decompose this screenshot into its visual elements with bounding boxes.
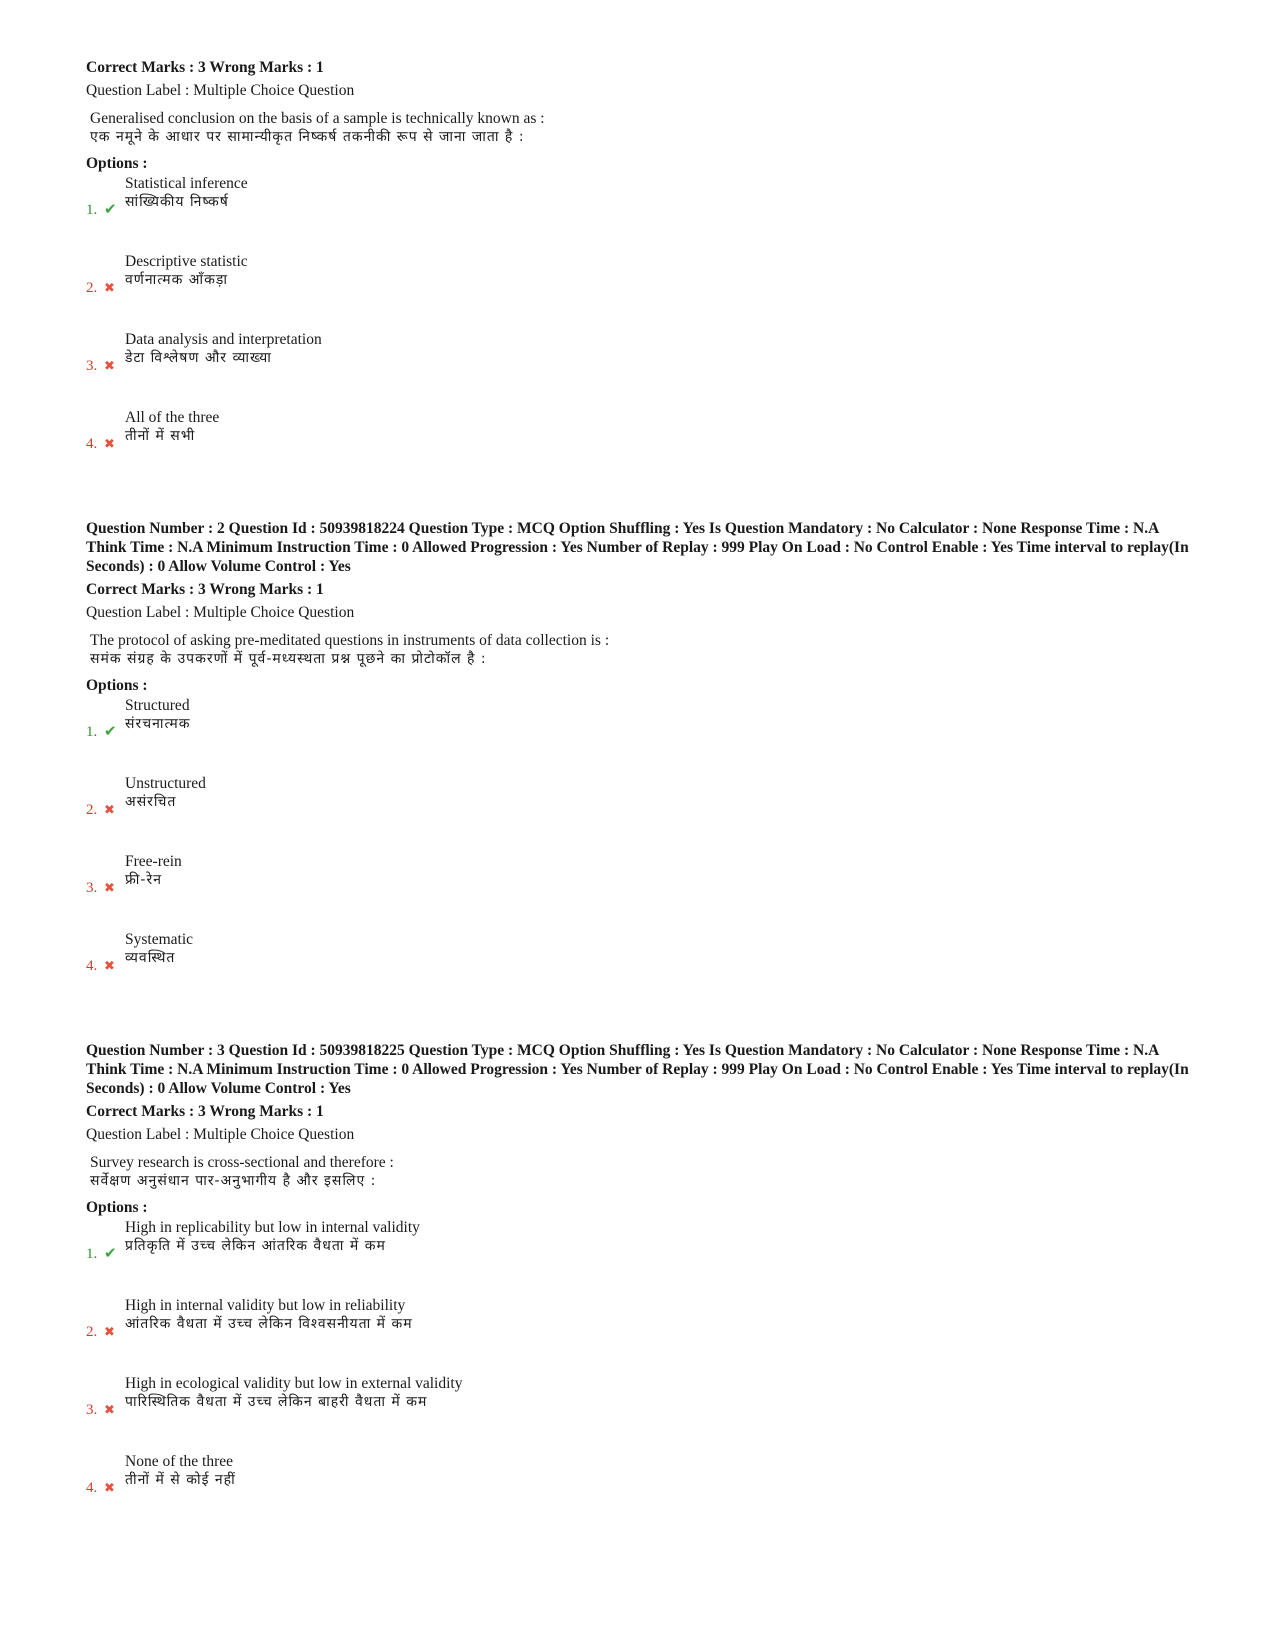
option-4 <box>86 1451 1196 1529</box>
options-list <box>86 173 1196 485</box>
question-text <box>86 110 1196 146</box>
options-list <box>86 695 1196 1007</box>
marks-info: Correct Marks : 3 Wrong Marks : 1 <box>86 581 324 598</box>
cross-icon: ✖ <box>104 1481 115 1496</box>
question-3 <box>86 1041 1196 1529</box>
option-text-hi: पारिस्थितिक वैधता में उच्च लेकिन बाहरी वैधता में कम <box>125 1394 428 1410</box>
check-icon: ✔ <box>104 200 117 218</box>
option-1 <box>86 173 1196 251</box>
option-number: 4. <box>86 436 98 452</box>
option-text-en: All of the three <box>125 409 220 426</box>
option-3 <box>86 329 1196 407</box>
option-number: 3. <box>86 358 98 374</box>
option-number: 2. <box>86 1324 98 1340</box>
question-text-hi: एक नमूने के आधार पर सामान्यीकृत निष्कर्ष तकनीकी रूप से जाना जाता है : <box>90 129 525 145</box>
question-meta: Question Number : 3 Question Id : 50939818225 Question Type : MCQ Option Shuffling : Yes Is Question Mandatory : No Calculator : None Response Time : N.A Think Time : N.A Minimum Instruction Time : 0 Allowed Progression : Yes Number of Replay : 999 Play On Load : No Control Enable : Yes Time interval to replay(In Seconds) : 0 Allow Volume Control : Yes <box>86 1042 1189 1097</box>
option-text-en: High in internal validity but low in reliability <box>125 1297 406 1314</box>
question-text-en: Generalised conclusion on the basis of a sample is technically known as : <box>90 110 545 127</box>
question-1 <box>86 58 1196 485</box>
question-label: Question Label : Multiple Choice Question <box>86 1126 355 1143</box>
question-2 <box>86 519 1196 1007</box>
option-text-hi: व्यवस्थित <box>125 950 176 966</box>
option-2 <box>86 773 1196 851</box>
option-number: 2. <box>86 802 98 818</box>
option-number: 1. <box>86 202 98 218</box>
options-title: Options : <box>86 155 148 172</box>
option-text-en: High in ecological validity but low in external validity <box>125 1375 463 1392</box>
cross-icon: ✖ <box>104 281 115 296</box>
options-title: Options : <box>86 677 148 694</box>
option-text-en: Structured <box>125 697 190 714</box>
option-number: 3. <box>86 1402 98 1418</box>
option-text-hi: तीनों में सभी <box>125 428 196 444</box>
question-text <box>86 632 1196 668</box>
option-text-hi: संरचनात्मक <box>125 716 191 732</box>
option-3 <box>86 851 1196 929</box>
option-number: 4. <box>86 1480 98 1496</box>
cross-icon: ✖ <box>104 1325 115 1340</box>
question-label: Question Label : Multiple Choice Question <box>86 604 355 621</box>
option-text-en: Statistical inference <box>125 175 248 192</box>
marks-info: Correct Marks : 3 Wrong Marks : 1 <box>86 59 324 76</box>
cross-icon: ✖ <box>104 959 115 974</box>
option-number: 1. <box>86 1246 98 1262</box>
option-1 <box>86 1217 1196 1295</box>
option-number: 3. <box>86 880 98 896</box>
question-text <box>86 1154 1196 1190</box>
option-text-hi: फ्री-रेन <box>125 872 162 888</box>
option-text-en: None of the three <box>125 1453 234 1470</box>
question-paper <box>86 58 1196 1529</box>
cross-icon: ✖ <box>104 881 115 896</box>
option-2 <box>86 251 1196 329</box>
options-title: Options : <box>86 1199 148 1216</box>
option-text-en: Free-rein <box>125 853 182 870</box>
option-number: 2. <box>86 280 98 296</box>
cross-icon: ✖ <box>104 437 115 452</box>
question-meta: Question Number : 2 Question Id : 50939818224 Question Type : MCQ Option Shuffling : Yes Is Question Mandatory : No Calculator : None Response Time : N.A Think Time : N.A Minimum Instruction Time : 0 Allowed Progression : Yes Number of Replay : 999 Play On Load : No Control Enable : Yes Time interval to replay(In Seconds) : 0 Allow Volume Control : Yes <box>86 520 1189 575</box>
option-text-en: Systematic <box>125 931 194 948</box>
options-list <box>86 1217 1196 1529</box>
question-text-en: Survey research is cross-sectional and therefore : <box>90 1154 394 1171</box>
marks-info: Correct Marks : 3 Wrong Marks : 1 <box>86 1103 324 1120</box>
question-text-hi: समंक संग्रह के उपकरणों में पूर्व-मध्यस्थता प्रश्न पूछने का प्रोटोकॉल है : <box>90 651 487 667</box>
cross-icon: ✖ <box>104 1403 115 1418</box>
option-number: 4. <box>86 958 98 974</box>
cross-icon: ✖ <box>104 803 115 818</box>
option-text-en: Unstructured <box>125 775 206 792</box>
check-icon: ✔ <box>104 1244 117 1262</box>
check-icon: ✔ <box>104 722 117 740</box>
option-4 <box>86 929 1196 1007</box>
option-1 <box>86 695 1196 773</box>
option-text-hi: असंरचित <box>125 794 177 810</box>
option-text-hi: डेटा विश्लेषण और व्याख्या <box>125 350 272 366</box>
option-2 <box>86 1295 1196 1373</box>
question-text-hi: सर्वेक्षण अनुसंधान पार-अनुभागीय है और इसलिए : <box>90 1173 377 1189</box>
option-text-hi: आंतरिक वैधता में उच्च लेकिन विश्वसनीयता में कम <box>125 1316 413 1332</box>
question-text-en: The protocol of asking pre-meditated questions in instruments of data collection is : <box>90 632 610 649</box>
option-text-en: High in replicability but low in internal validity <box>125 1219 420 1236</box>
cross-icon: ✖ <box>104 359 115 374</box>
option-number: 1. <box>86 724 98 740</box>
option-text-en: Data analysis and interpretation <box>125 331 322 348</box>
option-text-hi: तीनों में से कोई नहीं <box>125 1472 236 1488</box>
option-text-hi: प्रतिकृति में उच्च लेकिन आंतरिक वैधता में कम <box>125 1238 386 1254</box>
option-text-hi: सांख्यिकीय निष्कर्ष <box>125 194 229 210</box>
option-text-hi: वर्णनात्मक आँकड़ा <box>125 272 228 288</box>
question-label: Question Label : Multiple Choice Question <box>86 82 355 99</box>
option-text-en: Descriptive statistic <box>125 253 248 270</box>
option-3 <box>86 1373 1196 1451</box>
option-4 <box>86 407 1196 485</box>
